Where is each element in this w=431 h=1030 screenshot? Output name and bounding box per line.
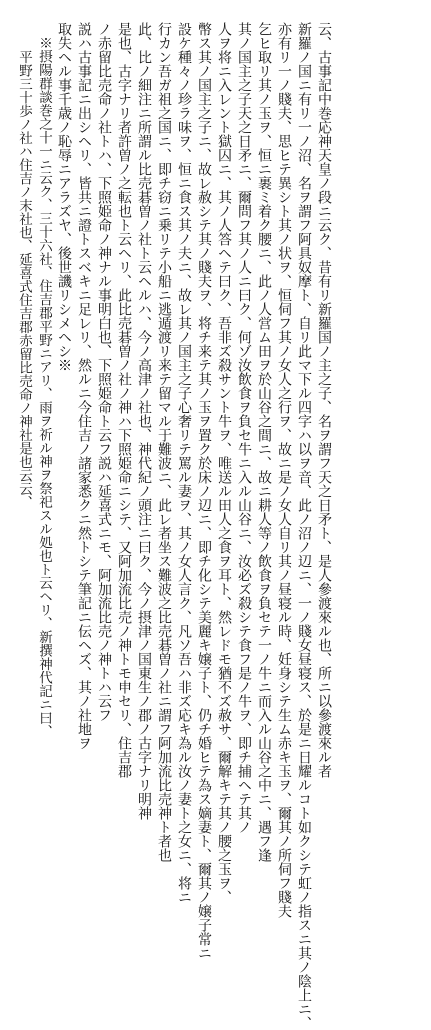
text-column-13: 説ハ古事記ニ出シヘリ、皆共ニ證トスベキニ足レリ、然ルニ今住吉ノ諸家悉クニ然トシテ筆記ニ伝ヘズ、其ノ社地ヲ xyxy=(76,22,92,750)
note-column-1: ※摂陽群談巻之十一ニ云ク、三十六社、住吉郡平野ニアリ、雨ヲ祈ル神ヲ祭祀スル処也ト云ヘリ、新撰神代記ニ曰、 xyxy=(36,36,52,738)
text-column-9: 行カン吾ガ祖之国ニ、即チ窃ニ乗リテ小船ニ逃遁渡リ来テ留マル于難波ニ、此レ者坐ス難波之比売碁曽ノ社ニ謂フ阿加流比売神ト者也 xyxy=(156,22,172,862)
text-column-14: 取失ヘル事千歳ノ恥辱ニアラズヤ、後世譏リシメヘシ※ xyxy=(56,22,72,372)
text-column-4: 乞ヒ取リ其ノ玉ヲ、恒ニ裹ミ着ク腰ニ、此ノ人営ム田ヲ於山谷之間ニ、故ニ耕人等ノ飲食ヲ負セテ一ノ牛ニ而入ル山谷之中ニ、遇フ逢 xyxy=(256,22,272,862)
text-column-11: 是也、古字ナリ者許曽ノ之転也ト云ヘリ、此比売碁曽ノ社ノ神ハ下照姫命ニシテ、又阿加流比売ノ神トモ申セリ、住吉郡 xyxy=(116,22,132,778)
note-column-2: 平野三十歩ノ社ハ住吉ノ末社也、延喜式住吉郡赤留比売命ノ神社是也云云、 xyxy=(16,50,32,509)
text-column-12: ノ赤留比売命ノ社トハ、下照姫命ノ神ナル事明白也、下照姫命ト云フ説ハ延喜式ニモ、阿加流比売ノ神トハ云フ xyxy=(96,22,112,722)
text-column-8: 設ケ種々ノ珍ラ味ヲ、恒ニ食ス其ノ夫ニ、故レ其ノ国主之子心奢リテ罵ル妻ヲ、其ノ女人言ク、凡ソ吾ハ非ズ応キ為ル汝ノ妻ト之女ニ、将ニ xyxy=(176,22,192,904)
text-column-2: 新羅ノ国ニ有リ一ノ沼、名ヲ謂フ阿具奴摩ト、自リ此マ下ル四字ハ以ヲ音、此ノ沼ノ辺ニ、一ノ賤女昼寝ス、於是ニ日耀ルコト如クシテ虹ノ指スニ其ノ陰上ニ、 xyxy=(296,22,312,1030)
text-column-1: 云、古事記中巻応神天皇ノ段ニ云ク、昔有リ新羅国ノ主之子、名ヲ謂フ天之日矛ト、是人參渡來ル也、所ニ以參渡來ル者 xyxy=(316,22,332,778)
text-column-6: 人ヲ将ニ入レント獄囚ニ、其ノ人答ヘテ曰ク、吾非ズ殺サント牛ヲ、唯送ル田人之食ヲ耳ト、然レドモ猶不ズ赦サ、爾解キテ其ノ腰之玉ヲ、 xyxy=(216,22,232,904)
text-column-5: 其ノ国主之子天之日矛ニ、爾問フ其ノ人ニ曰ク、何ゾ汝飲食ヲ負セ牛ニ入ル山谷ニ、汝必ズ殺シテ食フ是ノ牛ヲ、即チ捕ヘテ其ノ xyxy=(236,22,252,834)
vertical-text-body xyxy=(14,22,334,1030)
text-column-7: 幣ス其ノ国主之子ニ、故レ赦シテ其ノ賤夫ヲ、将チ来テ其ノ玉ヲ置ク於床ノ辺ニ、即チ化シテ美麗キ嬢子ト、仍チ婚ヒテ為ス嫡妻ト、爾其ノ嬢子常ニ xyxy=(196,22,212,960)
text-column-3: 亦有リ一ノ賤夫、思ヒテ異シト其ノ状ヲ、恒伺フ其ノ女人之行ヲ、故ニ是ノ女人自リ其ノ昼寝ル時、妊身シテ生ム赤キ玉ヲ、爾其ノ所伺フ賤夫 xyxy=(276,22,292,918)
text-column-10: 此、比ノ細注ニ所謂ル比売碁曽ノ社ト云ヘルハ、今ノ高津ノ社也、神代紀ノ頭注ニ曰ク、今ノ摂津ノ国東生ノ郡ノ古字ナリ明神 xyxy=(136,22,152,820)
